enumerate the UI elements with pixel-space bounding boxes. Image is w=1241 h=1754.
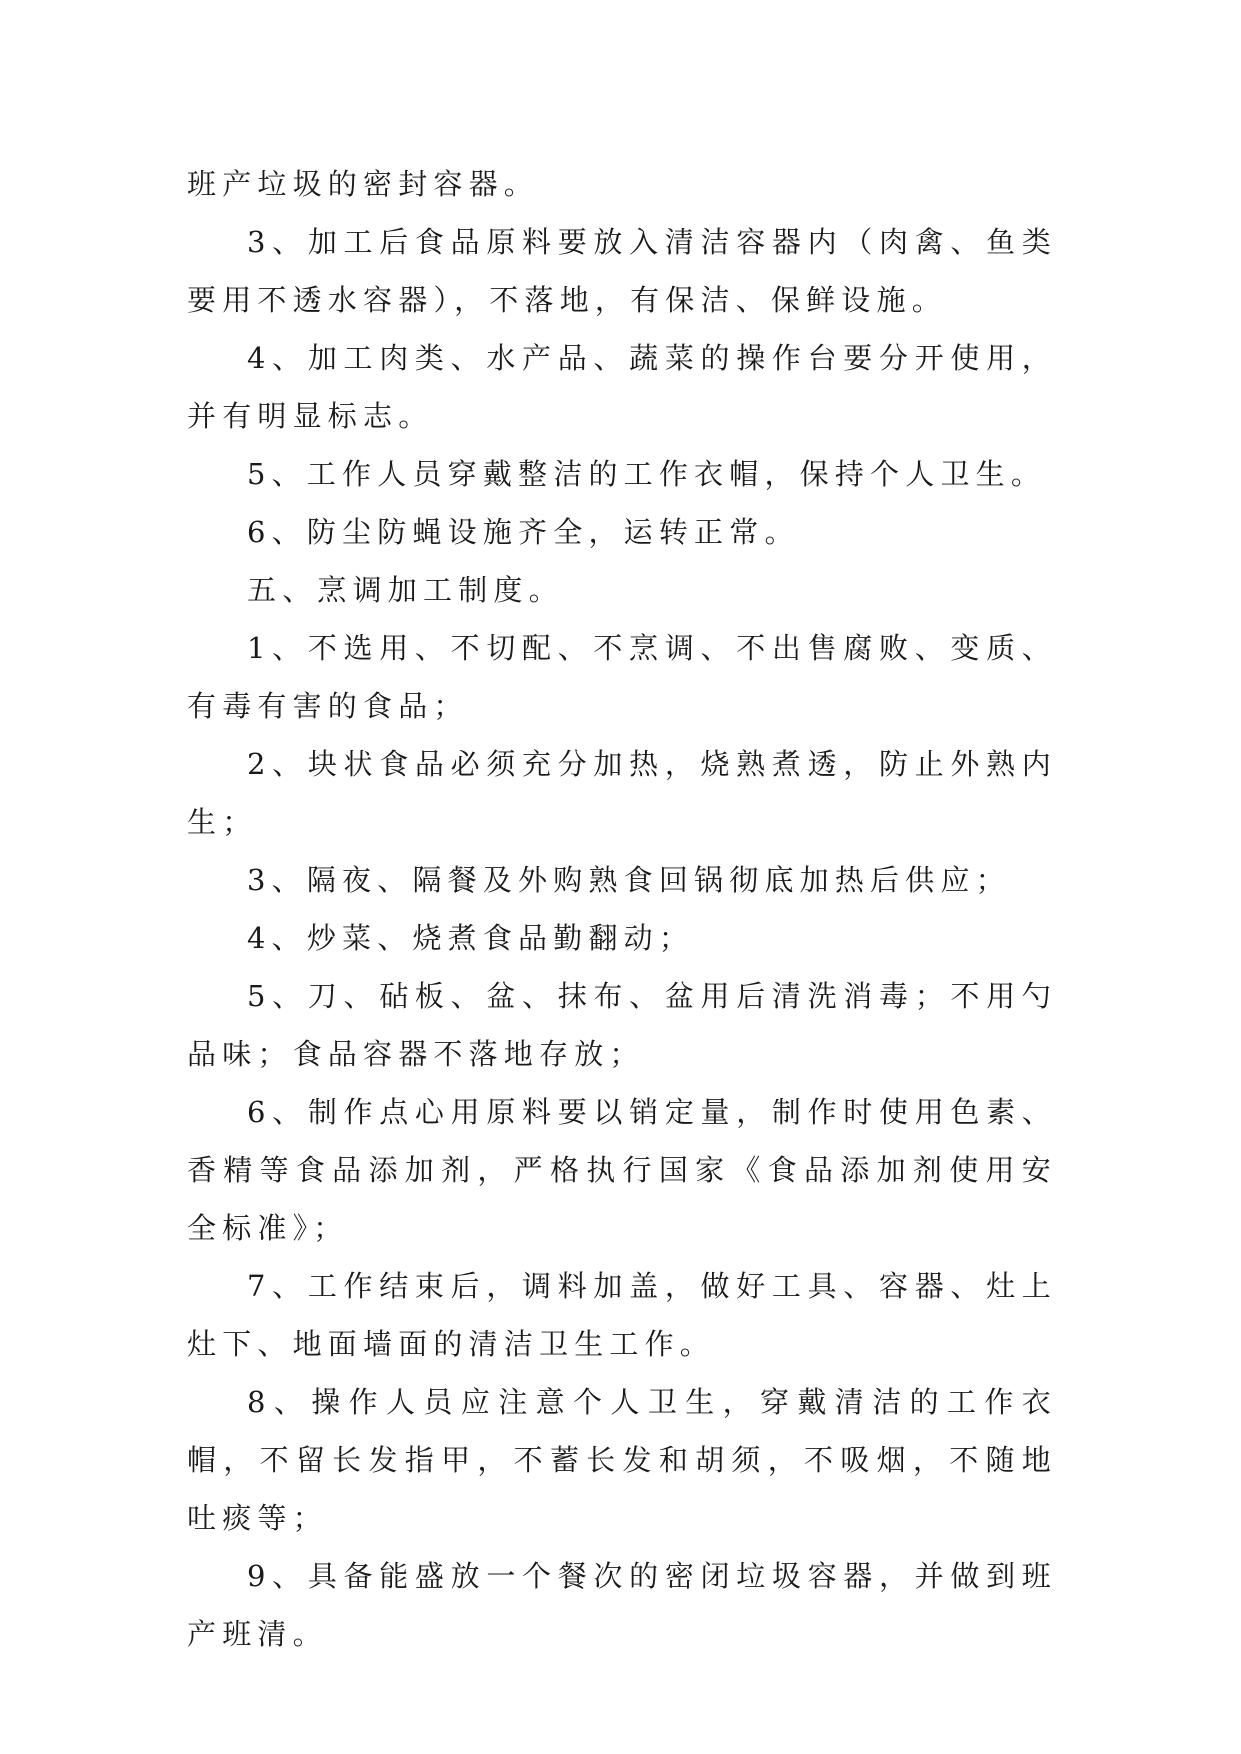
paragraph-cooking-3: 3、隔夜、隔餐及外购熟食回锅彻底加热后供应； [247,863,1011,897]
section-heading-cooking: 五、烹调加工制度。 [247,573,564,607]
paragraph-item-4-worktable: 4、加工肉类、水产品、蔬菜的操作台要分开使用，并有明显标志。 [187,341,1057,433]
paragraph-cooking-7: 7、工作结束后，调料加盖，做好工具、容器、灶上灶下、地面墙面的清洁卫生工作。 [187,1269,1057,1361]
paragraph-item-3-container: 3、加工后食品原料要放入清洁容器内（肉禽、鱼类要用不透水容器），不落地，有保洁、保鲜设施。 [187,225,1057,317]
paragraph-cooking-8: 8、操作人员应注意个人卫生，穿戴清洁的工作衣帽，不留长发指甲，不蓄长发和胡须，不吸烟，不随地吐痰等； [187,1385,1057,1535]
paragraph-item-6-dust: 6、防尘防蝇设施齐全，运转正常。 [247,515,800,549]
paragraph-cooking-9: 9、具备能盛放一个餐次的密闭垃圾容器，并做到班产班清。 [187,1559,1057,1651]
paragraph-cooking-2: 2、块状食品必须充分加热，烧熟煮透，防止外熟内生； [187,747,1057,839]
paragraph-cooking-1: 1、不选用、不切配、不烹调、不出售腐败、变质、有毒有害的食品； [187,631,1057,723]
paragraph-cooking-5: 5、刀、砧板、盆、抹布、盆用后清洗消毒；不用勺品味；食品容器不落地存放； [187,979,1057,1071]
paragraph-cooking-4: 4、炒菜、烧煮食品勤翻动； [247,921,695,955]
document-body [187,155,1057,1663]
paragraph-cooking-6: 6、制作点心用原料要以销定量，制作时使用色素、香精等食品添加剂，严格执行国家《食品添加剂使用安全标准》； [187,1095,1057,1245]
paragraph-continuation: 班产垃圾的密封容器。 [187,167,540,201]
paragraph-item-5-hygiene: 5、工作人员穿戴整洁的工作衣帽，保持个人卫生。 [247,457,1047,491]
